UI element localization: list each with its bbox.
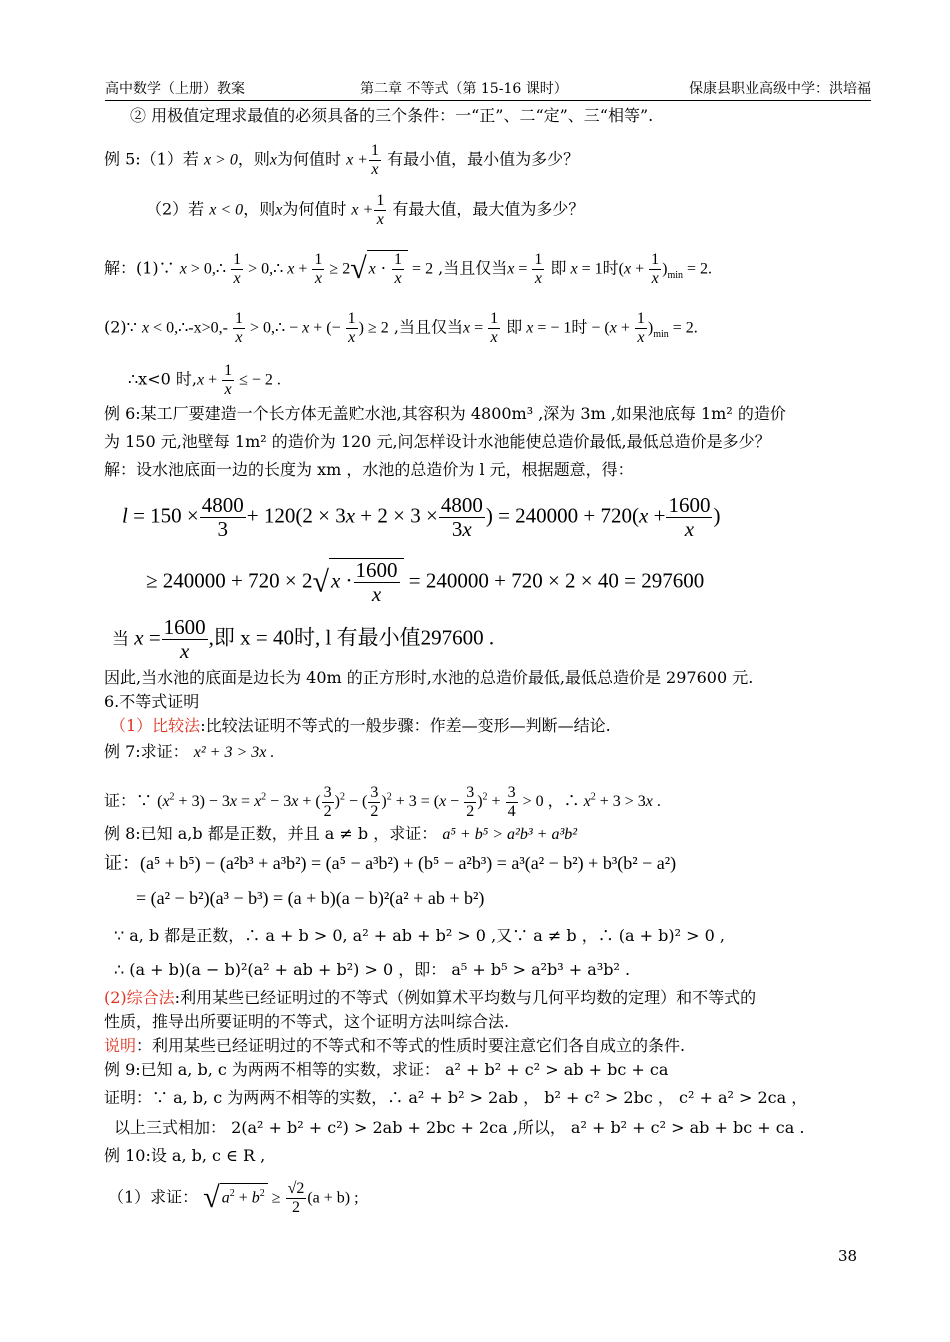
example-9-proof: 证明：∵ a, b, c 为两两不相等的实数，∴ a² + b² > 2ab ， b² + c² > 2bc ， c² + a² > 2ca ， [104, 1088, 808, 1107]
fraction: $\frac{1}{x}$ [376, 192, 385, 228]
example-8-proof-2: = (a² − b²)(a³ − b³) = (a + b)(a − b)²(a² + ab + b²) [136, 888, 485, 908]
example-8-proof-1: 证：(a⁵ + b⁵) − (a²b³ + a³b²) = (a⁵ − a³b²) + (b⁵ − a²b³) = a³(a² − b²) + b³(b² − a²) [104, 853, 677, 873]
conclusion-line: ∴x<0 时,x + $\frac{1}{x}$ ≤ − 2 . [128, 362, 281, 398]
comparison-method: （1）比较法:比较法证明不等式的一般步骤：作差—变形—判断—结论. [110, 716, 611, 735]
page-number: 38 [838, 1247, 858, 1265]
solution-part1: 解：(1)∵ x > 0,∴ $\frac{1}{x}$ > 0,∴ x + $\frac{1}{x}$ ≥ 2√ x · $\frac{1}{x}$ = 2 ,当且仅当x = $\frac{1}{x}$ 即 x = 1时(x + $\frac{1}{x}$ )$_{min} = 2$. [104, 251, 713, 287]
example-8: 例 8:已知 a,b 都是正数，并且 a ≠ b ，求证： a⁵ + b⁵ > a²b³ + a³b² [104, 824, 578, 843]
synthesis-method: (2)综合法:利用某些已经证明过的不等式（例如算术平均数与几何平均数的定理）和不等式的 [104, 988, 757, 1007]
example-9: 例 9:已知 a, b, c 为两两不相等的实数，求证： a² + b² + c² > ab + bc + ca [104, 1060, 669, 1079]
inequality-line: ≥ 240000 + 720 × 2√x · $\frac{1600}{x}$ = 240000 + 720 × 2 × 40 = 297600 [146, 558, 705, 607]
example-6-line1: 例 6:某工厂要建造一个长方体无盖贮水池,其容积为 4800m³ ,深为 3m ,如果池底每 1m² 的造价 [104, 404, 786, 423]
solution-part2: (2)∵ x < 0,∴-x>0,- $\frac{1}{x}$ > 0,∴ − x + (− $\frac{1}{x}$ ) ≥ 2 ,当且仅当x = $\frac{1}{x}$ 即 x = − 1时 − (x + $\frac{1}{x}$ )$_{min} = 2$. [104, 310, 698, 346]
example-10-part1: （1）求证： √ $a^2 + b^2$ ≥ $\frac{√2}{2}$ (a + b) ; [108, 1180, 359, 1216]
header-center: 第二章 不等式（第 15-16 课时） [360, 81, 568, 97]
example-5-part1: 例 5:（1）若 x > 0，则x为何值时 x + $\frac{1}{x}$ 有最小值，最小值为多少？ [104, 142, 580, 178]
example-6-conclusion: 因此,当水池的底面是边长为 40m 的正方形时,水池的总造价最低,最低总造价是 297600 元. [104, 668, 754, 687]
example-8-proof-3: ∵ a, b 都是正数，∴ a + b > 0, a² + ab + b² > 0 ,又∵ a ≠ b ，∴ (a + b)² > 0 , [114, 926, 725, 945]
page-header [105, 78, 871, 101]
example-10: 例 10:设 a, b, c ∈ R , [104, 1146, 266, 1165]
text-line: ② 用极值定理求最值的必须具备的三个条件：一“正”、二“定”、三“相等”. [130, 106, 654, 125]
synthesis-method-cont: 性质，推导出所要证明的不等式，这个证明方法叫综合法. [104, 1012, 510, 1031]
section-title: 6.不等式证明 [104, 692, 200, 711]
example-6-solution: 解：设水池底面一边的长度为 xm ，水池的总造价为 l 元，根据题意，得： [104, 460, 634, 479]
example-8-proof-4: ∴ (a + b)(a − b)²(a² + ab + b²) > 0 ，即： a⁵ + b⁵ > a²b³ + a³b² . [114, 960, 631, 979]
example-7: 例 7:求证： x² + 3 > 3x . [104, 742, 275, 761]
example-6-line2: 为 150 元,池壁每 1m² 的造价为 120 元,问怎样设计水池能使总造价最低,最低总造价是多少？ [104, 432, 771, 451]
fraction: $\frac{1}{x}$ [370, 142, 379, 178]
example-5-part2: （2）若 x < 0，则x为何值时 x + $\frac{1}{x}$ 有最大值，最大值为多少？ [146, 192, 585, 228]
header-left: 高中数学（上册）教案 [105, 81, 245, 97]
header-right: 保康县职业高级中学：洪培福 [689, 81, 871, 97]
example-9-sum: 以上三式相加： 2(a² + b² + c²) > 2ab + 2bc + 2ca ,所以， a² + b² + c² > ab + bc + ca . [114, 1118, 805, 1137]
cost-equation: l = 150 × $\frac{4800}{3}$ + 120(2 × 3x + 2 × 3 × $\frac{4800}{3x}$ ) = 240000 + 720(x + $\frac{1600}{x}$ ) [122, 493, 721, 542]
minimum-line: 当 x = $\frac{1600}{x}$ ,即 x = 40时, l 有最小值297600 . [112, 615, 495, 664]
note-line: 说明：利用某些已经证明过的不等式和不等式的性质时要注意它们各自成立的条件. [104, 1036, 686, 1055]
example-7-proof: 证：∵ $(x^2 + 3) - 3x = x^2 - 3x$ + ( $\frac{3}{2}$ )$^2$ − ( $\frac{3}{2}$ )$^2$ + 3 = (x − $\frac{3}{2}$ )$^2$ + $\frac{3}{4}$ > 0 ，∴ $x^2 + 3 > 3x$ . [104, 784, 661, 820]
